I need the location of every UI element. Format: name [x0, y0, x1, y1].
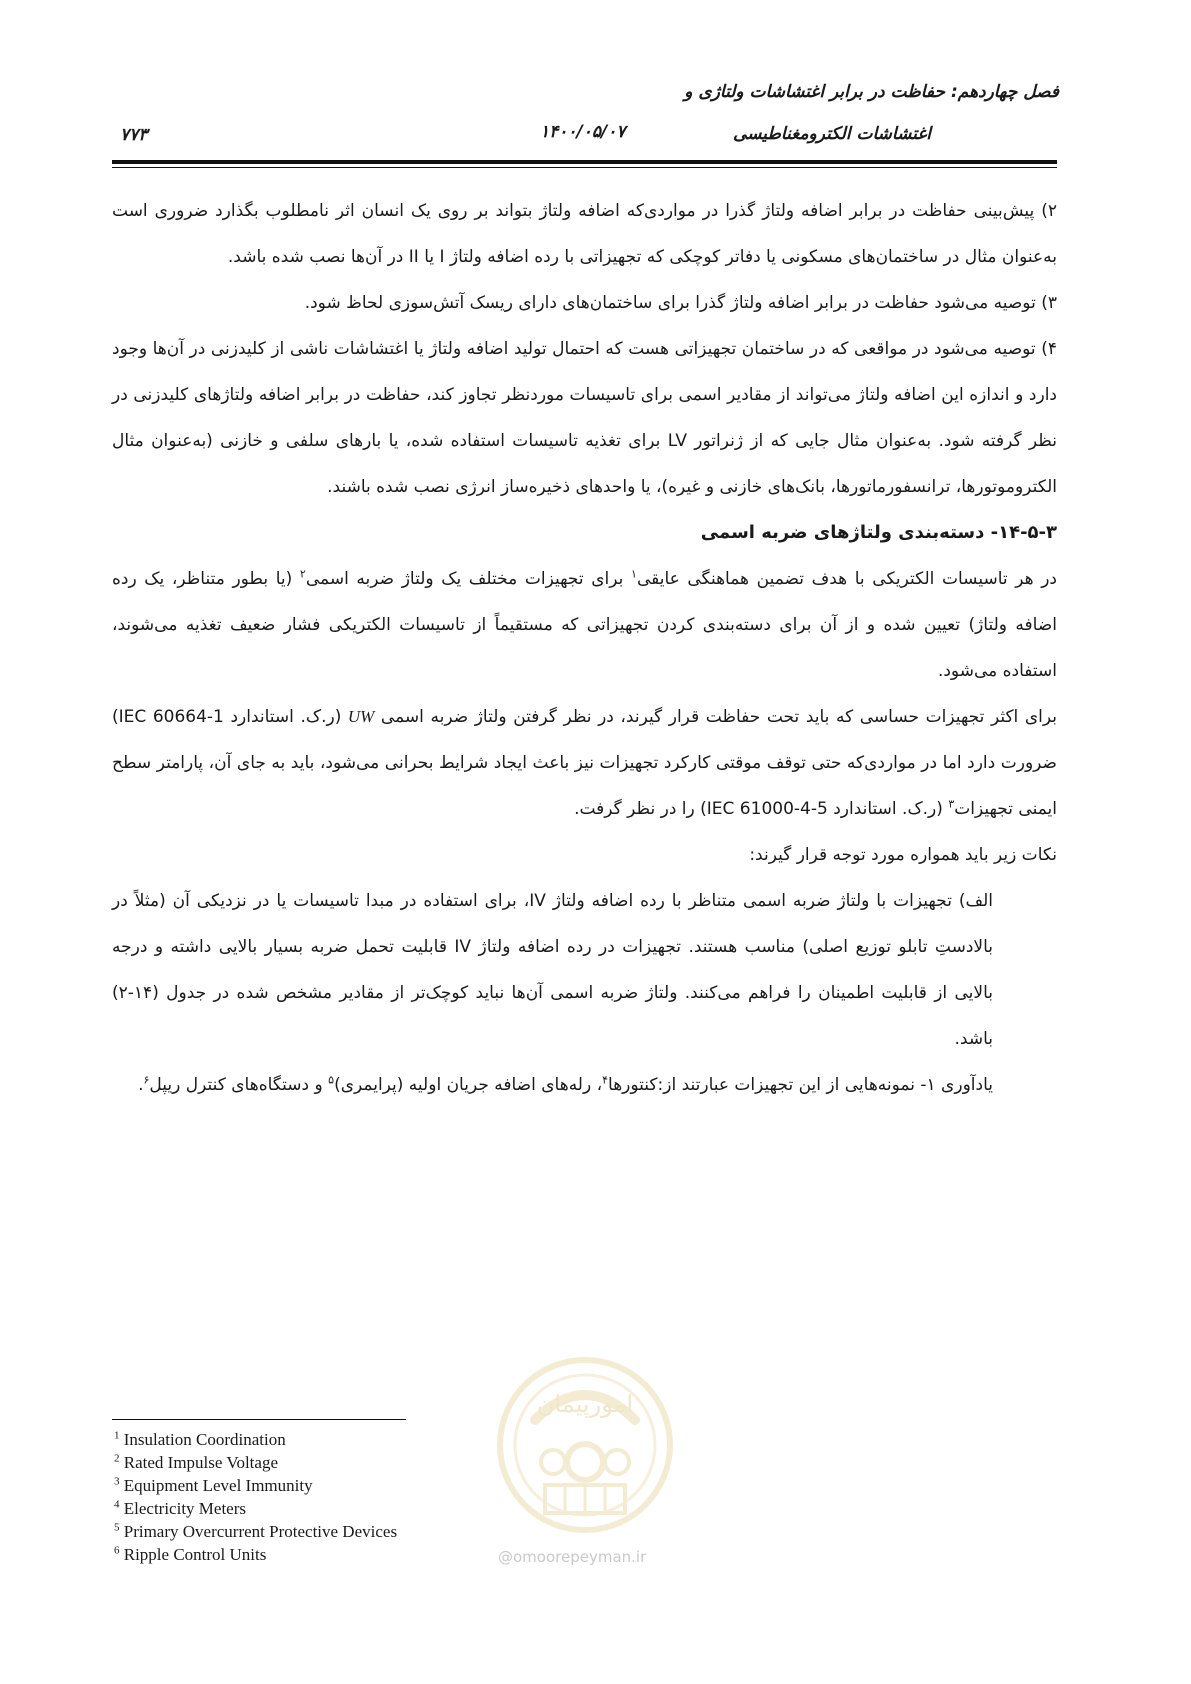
footnote-text: Rated Impulse Voltage	[123, 1453, 278, 1472]
uw-symbol: UW	[347, 707, 375, 726]
footnote-mark-2: ۲	[299, 567, 306, 581]
footnote-text: Equipment Level Immunity	[123, 1476, 313, 1495]
intro-text-c: (یا بطور متناظر، یک رده اضافه ولتاژ) تعیین شده و از آن برای دسته‌بندی کردن تجهیزاتی که مستقیماً از تاسیسات الکتریکی فشار ضعیف تغذیه می‌شوند، استفاده می‌شود.	[112, 569, 1057, 681]
header-rule-thick	[112, 160, 1057, 164]
paragraph-item-3: ۳) توصیه می‌شود حفاظت در برابر اضافه ولتاژ گذرا برای ساختمان‌های دارای ریسک آتش‌سوزی لحاظ شود.	[304, 293, 1057, 313]
footnote-mark-1: ۱	[631, 567, 637, 581]
chapter-title-line2: اغتشاشات الکترومغناطیسی	[732, 124, 931, 144]
footnote-mark-6: ۶	[143, 1073, 150, 1087]
footnote-number: 6	[114, 1544, 120, 1557]
paragraph-notes-intro: نکات زیر باید همواره مورد توجه قرار گیرند:	[749, 845, 1057, 865]
sensitive-text-b: (ر.ک. استاندارد IEC 60664-1) ضرورت دارد اما در مواردی‌که حتی توقف موقتی کارکرد تجهیزات نیز باعث ایجاد شرایط بحرانی می‌شود، باید به جای آن، پارامتر سطح ایمنی تجهیزات	[112, 707, 1057, 819]
body-text	[112, 188, 1057, 1108]
reminder-text-a: یادآوری ۱- نمونه‌هایی از این تجهیزات عبارتند از:کنتورها	[608, 1075, 993, 1095]
footnote-text: Electricity Meters	[123, 1499, 247, 1518]
reminder-text-c: و دستگاه‌های کنترل ریپل	[149, 1075, 329, 1095]
paragraph-item-4: ۴) توصیه می‌شود در مواقعی که در ساختمان تجهیزاتی هست که احتمال تولید اضافه ولتاژ یا اغتشاشات ناشی از کلیدزنی در آن‌ها وجود دارد و اندازه این اضافه ولتاژ می‌تواند از مقادیر اسمی برای تاسیسات موردنظر تجاوز کند، حفاظت در برابر اضافه ولتاژهای کلیدزنی در نظر گرفته شود. به‌عنوان مثال جایی که از ژنراتور LV برای تغذیه تاسیسات استفاده شده، یا بارهای سلفی و خازنی (به‌عنوان مثال الکتروموتورها، ترانسفورماتورها، بانک‌های خازنی و غیره)، یا واحدهای ذخیره‌ساز انرژی نصب شده باشند.	[112, 339, 1057, 497]
paragraph-item-2: ۲) پیش‌بینی حفاظت در برابر اضافه ولتاژ گذرا در مواردی‌که اضافه ولتاژ بتواند بر روی یک انسان اثر نامطلوب بگذارد ضروری است به‌عنوان مثال در ساختمان‌های مسکونی یا دفاتر کوچکی که تجهیزاتی با رده اضافه ولتاژ I یا II در آن‌ها نصب شده باشد.	[112, 201, 1057, 267]
footnote-number: 4	[114, 1498, 120, 1511]
footnote-item	[114, 1543, 614, 1566]
paragraph-intro	[112, 556, 1057, 694]
header-date: ۱۴۰۰/۰۵/۰۷	[540, 122, 626, 142]
watermark-url: @omoorepeyman.ir	[498, 1548, 647, 1566]
footnote-mark-4: ۴	[602, 1073, 609, 1087]
footnote-rule	[112, 1419, 406, 1420]
reminder-text-d: .	[138, 1075, 144, 1095]
paragraph-alef: الف) تجهیزات با ولتاژ ضربه اسمی متناظر با رده اضافه ولتاژ IV، برای استفاده در مبدا تاسیسات یا در نزدیکی آن (مثلاً در بالادستِ تابلو توزیع اصلی) مناسب هستند. تجهیزات در رده اضافه ولتاژ IV قابلیت تحمل ضربه بسیار بالایی داشته و درجه بالایی از قابلیت اطمینان را فراهم می‌کنند. ولتاژ ضربه اسمی آن‌ها نباید کوچک‌تر از مقادیر مشخص شده در جدول (۱۴-۲) باشد.	[112, 891, 994, 1049]
page-number: ۷۷۳	[120, 125, 148, 145]
intro-text-a: در هر تاسیسات الکتریکی با هدف تضمین هماهنگی عایقی	[636, 569, 1057, 589]
footnote-text: Ripple Control Units	[123, 1545, 267, 1564]
footnote-item	[114, 1451, 614, 1474]
footnote-item	[114, 1474, 614, 1497]
footnote-item	[114, 1497, 614, 1520]
footnote-item	[114, 1520, 614, 1543]
footnote-number: 1	[114, 1429, 120, 1442]
paragraph-reminder	[112, 1062, 1057, 1108]
sensitive-text-a: برای اکثر تجهیزات حساسی که باید تحت حفاظت قرار گیرند، در نظر گرفتن ولتاژ ضربه اسمی	[374, 707, 1057, 727]
footnote-text: Insulation Coordination	[123, 1430, 286, 1449]
footnote-number: 3	[114, 1475, 120, 1488]
intro-text-b: برای تجهیزات مختلف یک ولتاژ ضربه اسمی	[305, 569, 632, 589]
header-rule-thin	[112, 167, 1057, 168]
section-heading: ۱۴-۵-۳- دسته‌بندی ولتاژهای ضربه اسمی	[700, 522, 1057, 543]
footnote-number: 2	[114, 1452, 120, 1465]
watermark-seal-text: امورپیمان	[536, 1390, 634, 1418]
footnote-text: Primary Overcurrent Protective Devices	[123, 1522, 398, 1541]
footnote-item	[114, 1428, 614, 1451]
footnote-number: 5	[114, 1521, 120, 1534]
chapter-title-line1: فصل چهاردهم: حفاظت در برابر اغتشاشات ولتاژی و	[684, 82, 1059, 102]
footnote-mark-5: ۵	[328, 1073, 335, 1087]
sensitive-text-c: (ر.ک. استاندارد IEC 61000-4-5) را در نظر گرفت.	[574, 799, 949, 819]
footnote-mark-3: ۳	[948, 797, 955, 811]
reminder-text-b: ، رله‌های اضافه جریان اولیه (پرایمری)	[334, 1075, 603, 1095]
paragraph-sensitive	[112, 694, 1057, 832]
footnotes	[114, 1428, 614, 1566]
